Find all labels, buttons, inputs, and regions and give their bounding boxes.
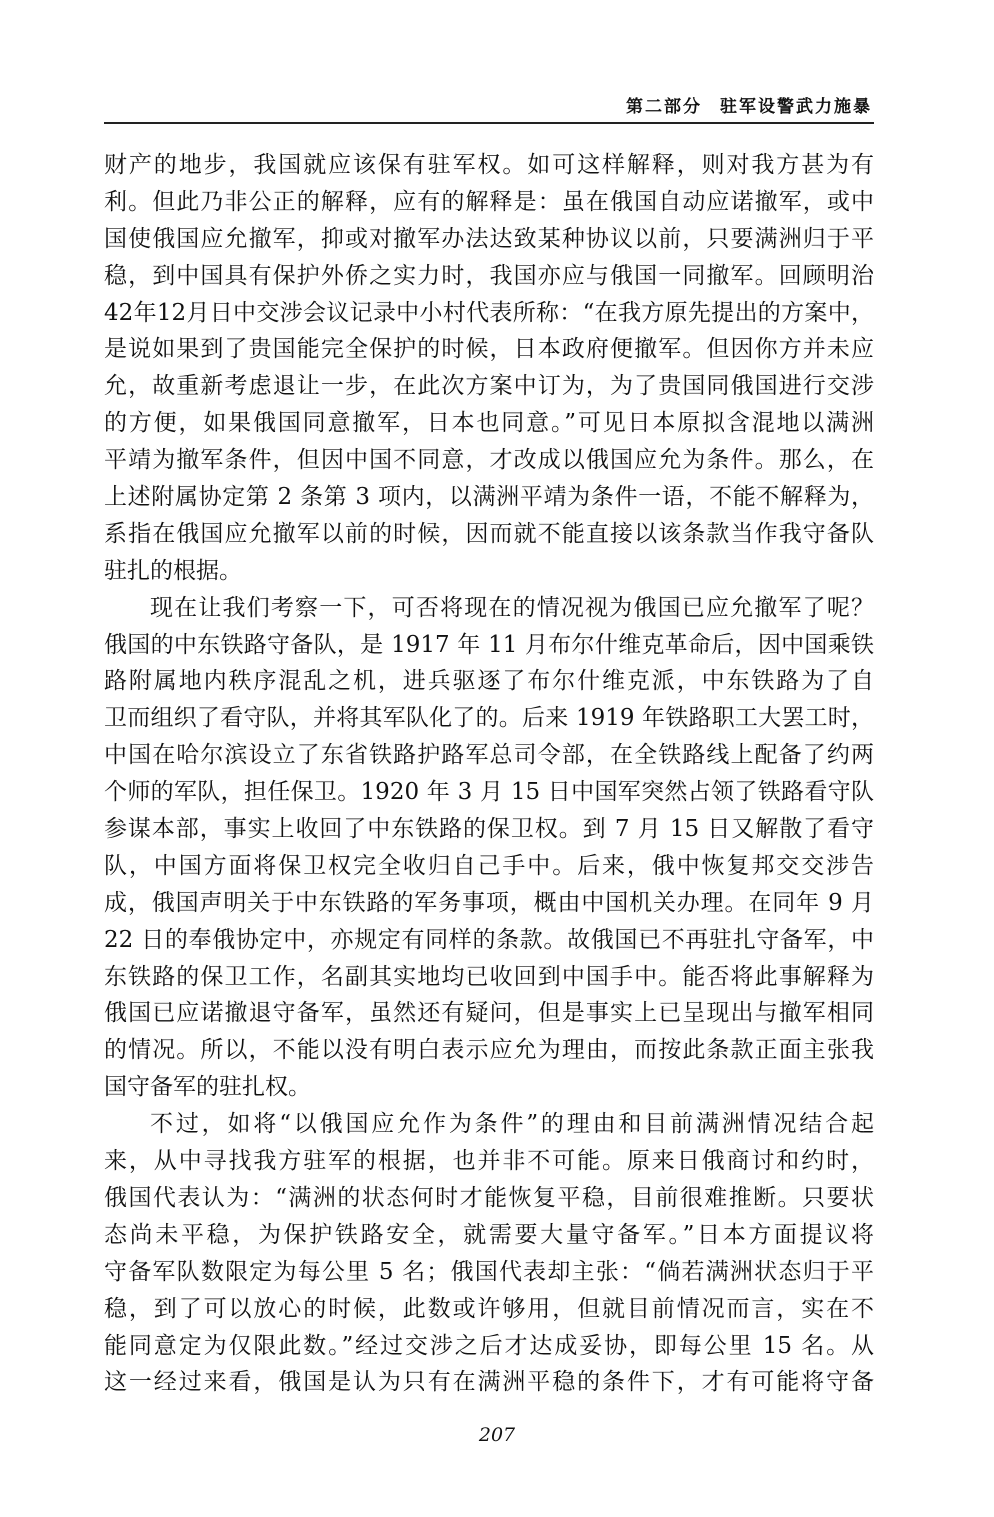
running-header (626, 92, 872, 117)
text-line: 财产的地步，我国就应该保有驻军权。如可这样解释，则对我方甚为有 (104, 152, 874, 178)
text-line: 中国在哈尔滨设立了东省铁路护路军总司令部，在全铁路线上配备了约两 (104, 742, 874, 769)
text-line: 来，从中寻找我方驻军的根据，也并非不可能。原来日俄商讨和约时， (104, 1148, 874, 1175)
text-line: 能同意定为仅限此数。”经过交涉之后才达成妥协，即每公里 15 名。从 (104, 1332, 874, 1359)
text-line: 守备军队数限定为每公里 5 名；俄国代表却主张：“倘若满洲状态归于平 (104, 1258, 874, 1285)
text-line: 路附属地内秩序混乱之机，进兵驱逐了布尔什维克派，中东铁路为了自 (104, 668, 874, 695)
text-line: 稳，到了可以放心的时候，此数或许够用，但就目前情况而言，实在不 (104, 1295, 874, 1322)
text-line: 国使俄国应允撤军，抑或对撤军办法达致某种协议以前，只要满洲归于平 (104, 225, 874, 252)
header-part: 第二部分 (626, 97, 702, 117)
body-text (104, 147, 874, 1401)
page-number: 207 (478, 1424, 516, 1446)
text-line: 现在让我们考察一下，可否将现在的情况视为俄国已应允撤军了呢？ (150, 594, 874, 621)
text-line: 俄国的中东铁路守备队，是 1917 年 11 月布尔什维克革命后，因中国乘铁 (104, 631, 874, 658)
text-line: 个师的军队，担任保卫。1920 年 3 月 15 日中国军突然占领了铁路看守队 (104, 779, 874, 806)
text-line: 的方便，如果俄国同意撤军，日本也同意。”可见日本原拟含混地以满洲 (104, 410, 874, 437)
text-line: 国守备军的驻扎权。 (104, 1074, 311, 1101)
text-line: 的情况。所以，不能以没有明白表示应允为理由，而按此条款正面主张我 (104, 1037, 874, 1064)
header-title: 驻军设警武力施暴 (720, 97, 872, 117)
text-line: 态尚未平稳，为保护铁路安全，就需要大量守备军。”日本方面提议将 (104, 1221, 874, 1248)
text-line: 平靖为撤军条件，但因中国不同意，才改成以俄国应允为条件。那么，在 (104, 447, 874, 474)
text-line: 俄国代表认为：“满洲的状态何时才能恢复平稳，目前很难推断。只要状 (104, 1184, 874, 1211)
text-line: 是说如果到了贵国能完全保护的时候，日本政府便撤军。但因你方并未应 (104, 336, 874, 363)
text-line: 队，中国方面将保卫权完全收归自己手中。后来，俄中恢复邦交交涉告 (104, 852, 874, 879)
text-line: 俄国已应诺撤退守备军，虽然还有疑问，但是事实上已呈现出与撤军相同 (104, 1000, 874, 1027)
text-line: 成，俄国声明关于中东铁路的军务事项，概由中国机关办理。在同年 9 月 (104, 889, 874, 916)
text-line: 这一经过来看，俄国是认为只有在满洲平稳的条件下，才有可能将守备 (104, 1369, 874, 1396)
text-line: 允，故重新考虑退让一步，在此次方案中订为，为了贵国同俄国进行交涉 (104, 373, 874, 400)
text-line: 稳，到中国具有保护外侨之实力时，我国亦应与俄国一同撤军。回顾明治 (104, 262, 874, 289)
text-line: 系指在俄国应允撤军以前的时候，因而就不能直接以该条款当作我守备队 (104, 520, 874, 547)
text-line: 22 日的奉俄协定中，亦规定有同样的条款。故俄国已不再驻扎守备军，中 (104, 926, 874, 953)
text-line: 驻扎的根据。 (104, 557, 242, 584)
text-line: 卫而组织了看守队，并将其军队化了的。后来 1919 年铁路职工大罢工时， (104, 705, 874, 732)
text-line: 东铁路的保卫工作，名副其实地均已收回到中国手中。能否将此事解释为 (104, 963, 874, 990)
text-line: 不过，如将“以俄国应允作为条件”的理由和目前满洲情况结合起 (150, 1111, 874, 1138)
watermark (0, 1062, 44, 1252)
text-line: 42年12月日中交涉会议记录中小村代表所称：“在我方原先提出的方案中， (104, 299, 874, 326)
text-line: 参谋本部，事实上收回了中东铁路的保卫权。到 7 月 15 日又解散了看守 (104, 816, 874, 843)
text-line: 上述附属协定第 2 条第 3 项内，以满洲平靖为条件一语，不能不解释为， (104, 484, 874, 511)
text-line: 利。但此乃非公正的解释，应有的解释是：虽在俄国自动应诺撤军，或中 (104, 188, 874, 215)
header-rule (104, 122, 874, 124)
